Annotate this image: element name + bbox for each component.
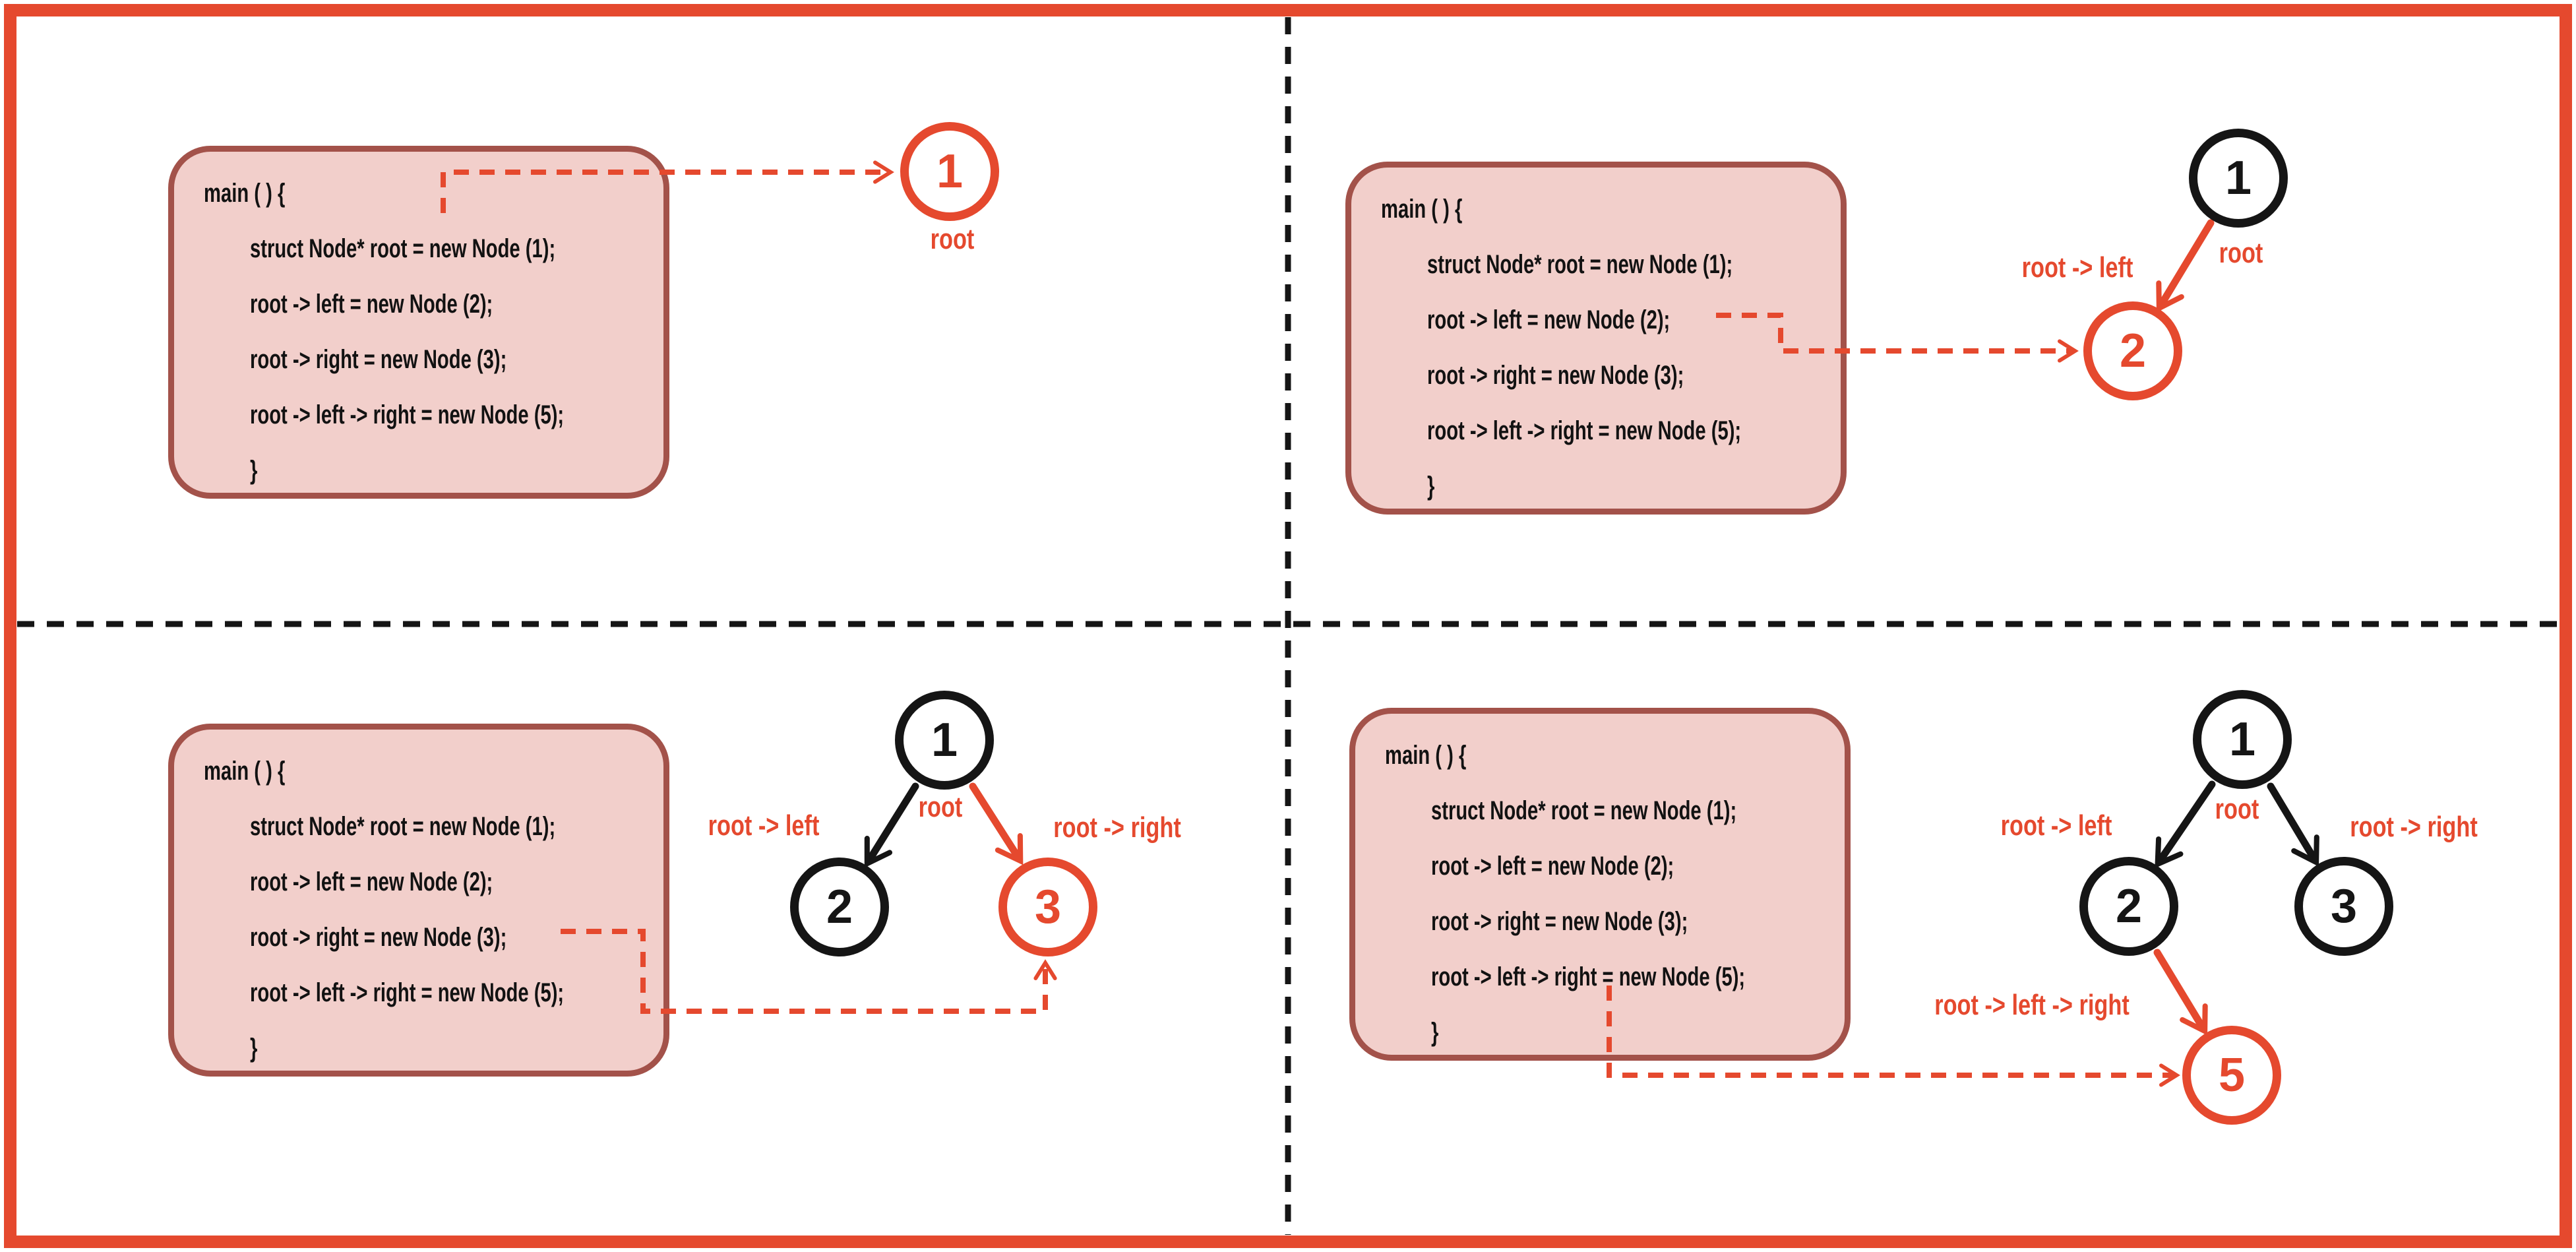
tree-node-1 <box>2189 129 2288 228</box>
tree-node-1 <box>900 122 999 221</box>
code-line-new-left-right: root -> left -> right = new Node (5); <box>250 400 565 429</box>
tree-node-3 <box>998 858 1097 956</box>
tree-node-5 <box>2182 1026 2281 1125</box>
dashed-pointer-root <box>443 172 888 213</box>
code-line-close-brace: } <box>250 456 258 485</box>
code-line-new-left: root -> left = new Node (2); <box>250 290 493 319</box>
tree-node-2 <box>2083 301 2182 400</box>
edge-root-to-right-child <box>2271 786 2314 859</box>
edge-label-root-left: root -> left <box>708 809 820 842</box>
edge-label-root-left-right: root -> left -> right <box>1934 989 2130 1021</box>
tree-node-value: 1 <box>2224 152 2252 204</box>
edge-label-root-right: root -> right <box>2350 811 2478 843</box>
tree-node-value: 5 <box>2218 1049 2246 1102</box>
dashed-pointer-node-2 <box>1716 315 2072 351</box>
code-line-new-left-right: root -> left -> right = new Node (5); <box>1427 416 1742 445</box>
edge-root-to-left-child <box>869 786 915 860</box>
tree-node-value: 3 <box>2330 880 2358 933</box>
code-line-close-brace: } <box>250 1034 258 1063</box>
code-line-new-left-right: root -> left -> right = new Node (5); <box>250 978 565 1007</box>
code-line-close-brace: } <box>1427 472 1435 501</box>
tree-node-value: 1 <box>931 714 958 767</box>
code-line-main: main ( ) { <box>1381 195 1463 224</box>
tree-node-3 <box>2294 857 2393 956</box>
tree-node-value: 2 <box>2115 880 2143 933</box>
code-line-new-root: struct Node* root = new Node (1); <box>1431 796 1737 825</box>
tree-node-1 <box>2193 690 2292 789</box>
edge-label-root: root <box>930 223 975 255</box>
code-line-new-left: root -> left = new Node (2); <box>1431 852 1674 881</box>
quadrant-dividers <box>17 17 2559 1235</box>
code-line-new-root: struct Node* root = new Node (1); <box>250 812 556 841</box>
code-line-new-right: root -> right = new Node (3); <box>1431 907 1688 936</box>
code-line-new-left: root -> left = new Node (2); <box>250 867 493 896</box>
edge-label-root-left: root -> left <box>2021 251 2133 284</box>
code-line-new-left: root -> left = new Node (2); <box>1427 305 1671 334</box>
edge-root-to-left-child <box>2160 784 2212 861</box>
edge-root-to-left-child <box>2161 223 2211 305</box>
edge-left-child-to-right-grandchild <box>2157 953 2203 1028</box>
code-line-main: main ( ) { <box>204 179 286 208</box>
tree-node-value: 2 <box>826 881 853 933</box>
code-line-close-brace: } <box>1431 1018 1439 1047</box>
tree-node-value: 1 <box>2228 713 2256 766</box>
code-line-new-right: root -> right = new Node (3); <box>1427 361 1684 390</box>
edge-label-root: root <box>918 791 963 823</box>
code-line-main: main ( ) { <box>204 757 286 786</box>
code-line-main: main ( ) { <box>1385 741 1467 770</box>
edge-root-to-right-child <box>973 786 1018 858</box>
tree-node-2 <box>790 858 889 956</box>
code-line-new-root: struct Node* root = new Node (1); <box>250 234 556 263</box>
dashed-pointer-node-3 <box>561 931 1045 1011</box>
code-line-new-root: struct Node* root = new Node (1); <box>1427 250 1733 279</box>
tree-node-value: 1 <box>936 145 964 198</box>
code-line-new-right: root -> right = new Node (3); <box>250 923 507 952</box>
edge-label-root-left: root -> left <box>2000 809 2112 842</box>
tree-node-2 <box>2079 857 2178 956</box>
edge-label-root: root <box>2215 793 2259 825</box>
tree-node-value: 3 <box>1034 881 1062 933</box>
quadrant-1-connectors <box>443 172 888 213</box>
edge-label-root: root <box>2219 237 2263 269</box>
tree-node-value: 2 <box>2119 325 2147 377</box>
code-line-new-right: root -> right = new Node (3); <box>250 345 507 374</box>
tree-node-1 <box>895 691 994 790</box>
edge-label-root-right: root -> right <box>1053 811 1181 844</box>
code-line-new-left-right: root -> left -> right = new Node (5); <box>1431 962 1746 991</box>
